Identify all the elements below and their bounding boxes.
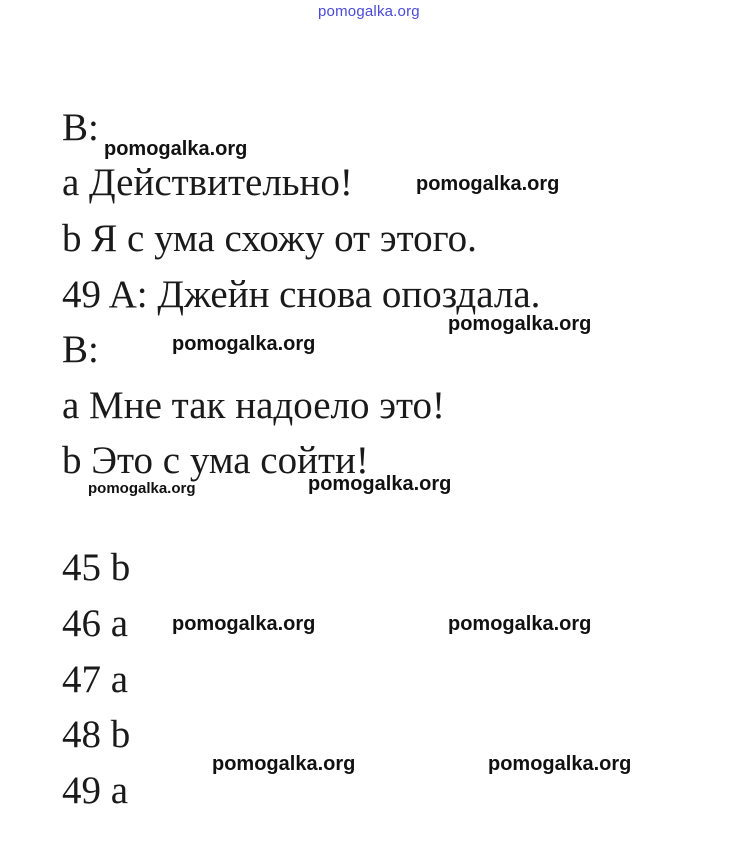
watermark: pomogalka.org: [88, 480, 196, 497]
watermark: pomogalka.org: [448, 613, 592, 635]
watermark: pomogalka.org: [172, 613, 316, 635]
dialogue-line-b-1: B:: [62, 106, 99, 149]
watermark: pomogalka.org: [488, 753, 632, 775]
dialogue-line-49a: 49 A: Джейн снова опоздала.: [62, 273, 541, 316]
watermark: pomogalka.org: [308, 473, 452, 495]
answer-47: 47 a: [62, 658, 129, 701]
watermark: pomogalka.org: [212, 753, 356, 775]
watermark: pomogalka.org: [104, 138, 248, 160]
answer-45: 45 b: [62, 546, 131, 589]
dialogue-option-a-1: a Действительно!: [62, 161, 353, 204]
answer-48: 48 b: [62, 713, 131, 756]
top-watermark: pomogalka.org: [318, 3, 420, 20]
answer-49: 49 a: [62, 769, 129, 812]
dialogue-option-b-1: b Я с ума схожу от этого.: [62, 217, 477, 260]
dialogue-line-b-2: B:: [62, 328, 99, 371]
watermark: pomogalka.org: [416, 173, 560, 195]
dialogue-option-a-2: a Мне так надоело это!: [62, 384, 445, 427]
watermark: pomogalka.org: [172, 333, 316, 355]
watermark: pomogalka.org: [448, 313, 592, 335]
answer-46: 46 a: [62, 602, 129, 645]
dialogue-option-b-2: b Это с ума сойти!: [62, 439, 369, 482]
